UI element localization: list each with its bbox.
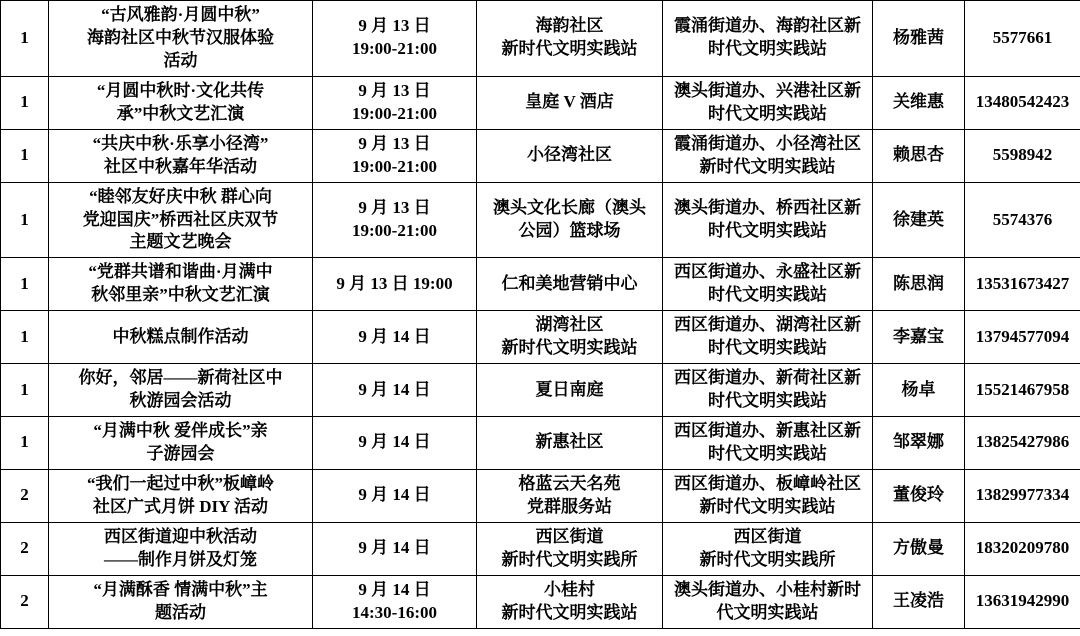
cell-activity-name-line: 社区广式月饼 DIY 活动	[92, 496, 269, 516]
cell-activity-name	[49, 129, 313, 182]
cell-organizer	[663, 258, 873, 311]
cell-activity-place-line: 仁和美地营销中心	[501, 273, 638, 293]
table-row	[1, 76, 1080, 129]
cell-organizer-line: 新时代文明实践站	[699, 496, 836, 516]
cell-contact-phone-line: 13480542423	[975, 92, 1070, 112]
cell-contact-person	[873, 182, 965, 258]
cell-index-line: 1	[20, 27, 29, 47]
cell-activity-place	[477, 417, 663, 470]
cell-index	[1, 76, 49, 129]
cell-activity-date-line: 19:00-21:00	[352, 103, 437, 123]
cell-activity-place	[477, 258, 663, 311]
cell-activity-date-line: 9 月 13 日	[358, 80, 431, 100]
cell-activity-name-line: “共庆中秋·乐享小径湾”	[92, 133, 269, 153]
cell-organizer-line: 西区街道办、永盛社区新	[674, 262, 861, 282]
cell-index-line: 1	[20, 209, 29, 229]
cell-activity-name-line: “月满中秋 爱伴成长”亲	[93, 421, 268, 440]
cell-activity-date	[313, 469, 477, 522]
cell-activity-date-line: 19:00-21:00	[352, 220, 437, 240]
cell-activity-place-line: 新时代文明实践站	[501, 602, 638, 622]
cell-activity-name-line: 承”中秋文艺汇演	[116, 103, 245, 123]
table-row	[1, 522, 1080, 575]
cell-index-line: 2	[20, 485, 29, 505]
cell-activity-place-line: 党群服务站	[527, 496, 612, 516]
cell-activity-place-line: 新时代文明实践站	[501, 39, 638, 59]
cell-activity-date-line: 9 月 14 日	[358, 538, 431, 558]
cell-contact-person-line: 陈思润	[893, 273, 944, 293]
cell-activity-name-line: 秋游园会活动	[129, 391, 232, 411]
cell-activity-name-line: 秋邻里亲”中秋文艺汇演	[91, 285, 270, 305]
cell-index-line: 1	[20, 145, 29, 165]
cell-activity-place-line: 海韵社区	[535, 16, 604, 36]
cell-activity-name-line: ——制作月饼及灯笼	[104, 549, 257, 569]
cell-contact-phone-line: 5574376	[992, 209, 1053, 229]
cell-activity-date	[313, 364, 477, 417]
cell-contact-phone	[965, 258, 1080, 311]
cell-index	[1, 417, 49, 470]
cell-activity-name-line: 子游园会	[146, 443, 215, 463]
cell-activity-date-line: 9 月 14 日	[358, 579, 431, 599]
cell-organizer-line: 澳头街道办、兴港社区新	[674, 80, 861, 100]
cell-activity-name	[49, 258, 313, 311]
cell-index	[1, 469, 49, 522]
cell-contact-phone	[965, 76, 1080, 129]
cell-activity-name-line: “党群共谱和谐曲·月满中	[88, 262, 273, 282]
cell-organizer-line: 时代文明实践站	[708, 285, 827, 305]
cell-organizer-line: 霞涌街道办、海韵社区新	[674, 16, 861, 36]
cell-activity-place	[477, 76, 663, 129]
cell-activity-place-line: 小桂村	[544, 579, 595, 599]
cell-activity-date	[313, 1, 477, 77]
cell-organizer-line: 时代文明实践站	[708, 103, 827, 123]
cell-activity-name-line: “月圆中秋时·文化共传	[96, 80, 265, 100]
cell-activity-place-line: 格蓝云天名苑	[518, 473, 621, 493]
cell-contact-person	[873, 575, 965, 628]
cell-activity-name-line: “睦邻友好庆中秋 群心向	[89, 186, 272, 206]
cell-contact-phone-line: 15521467958	[975, 379, 1070, 399]
cell-activity-date-line: 9 月 14 日	[358, 485, 431, 505]
cell-activity-name-line: 题活动	[155, 602, 206, 622]
cell-index	[1, 129, 49, 182]
cell-activity-date-line: 19:00-21:00	[352, 156, 437, 176]
cell-organizer-line: 时代文明实践站	[708, 39, 827, 59]
cell-contact-person-line: 王凌浩	[893, 591, 944, 611]
cell-activity-place	[477, 129, 663, 182]
cell-organizer	[663, 76, 873, 129]
cell-activity-date	[313, 417, 477, 470]
table-row	[1, 1, 1080, 77]
cell-activity-date	[313, 129, 477, 182]
cell-activity-name	[49, 364, 313, 417]
table-row	[1, 364, 1080, 417]
cell-activity-name-line: 党迎国庆”桥西社区庆双节	[82, 209, 279, 229]
cell-organizer-line: 西区街道	[733, 526, 802, 546]
cell-activity-name	[49, 182, 313, 258]
cell-activity-place	[477, 311, 663, 364]
cell-contact-person	[873, 311, 965, 364]
table-row	[1, 311, 1080, 364]
cell-organizer	[663, 522, 873, 575]
cell-activity-place	[477, 364, 663, 417]
cell-organizer	[663, 182, 873, 258]
cell-organizer-line: 西区街道办、板嶂岭社区	[674, 473, 861, 493]
cell-activity-place-line: 新时代文明实践站	[501, 338, 638, 358]
cell-organizer-line: 新时代文明实践站	[699, 156, 836, 176]
cell-activity-name-line: 主题文艺晚会	[129, 232, 232, 252]
cell-activity-name-line: 活动	[163, 50, 198, 70]
cell-organizer-line: 时代文明实践站	[708, 338, 827, 358]
cell-activity-name	[49, 1, 313, 77]
cell-contact-phone	[965, 364, 1080, 417]
cell-organizer-line: 西区街道办、新惠社区新	[674, 421, 861, 440]
cell-contact-phone-line: 18320209780	[975, 538, 1070, 558]
cell-index-line: 1	[20, 379, 29, 399]
table-row	[1, 469, 1080, 522]
cell-activity-date-line: 9 月 13 日	[358, 198, 431, 218]
cell-contact-person	[873, 417, 965, 470]
cell-organizer	[663, 417, 873, 470]
cell-organizer-line: 时代文明实践站	[708, 443, 827, 463]
cell-activity-date-line: 9 月 13 日	[358, 16, 431, 36]
cell-activity-date	[313, 522, 477, 575]
cell-activity-date	[313, 311, 477, 364]
cell-activity-place-line: 西区街道	[535, 526, 604, 546]
cell-contact-phone	[965, 129, 1080, 182]
cell-organizer-line: 澳头街道办、桥西社区新	[674, 198, 861, 218]
cell-index-line: 2	[20, 591, 29, 611]
cell-index-line: 1	[20, 273, 29, 293]
cell-organizer	[663, 311, 873, 364]
cell-activity-date	[313, 575, 477, 628]
table-row	[1, 417, 1080, 470]
cell-contact-person	[873, 129, 965, 182]
cell-contact-person	[873, 76, 965, 129]
cell-activity-date	[313, 258, 477, 311]
cell-organizer	[663, 469, 873, 522]
cell-organizer-line: 西区街道办、湖湾社区新	[674, 315, 861, 335]
cell-contact-person-line: 李嘉宝	[893, 326, 944, 346]
table-row	[1, 258, 1080, 311]
cell-activity-place-line: 新时代文明实践所	[501, 549, 638, 569]
cell-activity-date	[313, 182, 477, 258]
cell-activity-name-line: 你好，邻居——新荷社区中	[78, 368, 283, 388]
cell-index-line: 1	[20, 432, 29, 452]
cell-contact-person-line: 杨卓	[901, 379, 936, 399]
cell-contact-person	[873, 258, 965, 311]
cell-contact-person-line: 关维惠	[893, 92, 944, 112]
cell-organizer-line: 霞涌街道办、小径湾社区	[674, 133, 861, 153]
cell-activity-date-line: 9 月 13 日	[358, 133, 431, 153]
cell-organizer	[663, 129, 873, 182]
cell-activity-name	[49, 76, 313, 129]
cell-activity-date-line: 9 月 13 日 19:00	[336, 273, 453, 293]
cell-contact-person-line: 徐建英	[893, 209, 944, 229]
cell-contact-phone-line: 13829977334	[975, 485, 1070, 505]
cell-activity-place	[477, 1, 663, 77]
cell-activity-place	[477, 575, 663, 628]
cell-organizer-line: 时代文明实践站	[708, 391, 827, 411]
cell-index	[1, 311, 49, 364]
cell-activity-date-line: 14:30-16:00	[352, 602, 437, 622]
cell-activity-name	[49, 469, 313, 522]
cell-organizer	[663, 1, 873, 77]
cell-activity-place-line: 小径湾社区	[527, 145, 612, 165]
cell-activity-date-line: 9 月 14 日	[358, 432, 431, 452]
cell-index	[1, 182, 49, 258]
cell-activity-name-line: 西区街道迎中秋活动	[104, 526, 257, 546]
cell-contact-phone	[965, 522, 1080, 575]
cell-contact-phone	[965, 311, 1080, 364]
cell-contact-person	[873, 1, 965, 77]
cell-activity-name-line: “月满酥香 情满中秋”主	[93, 579, 268, 599]
cell-activity-name	[49, 417, 313, 470]
cell-organizer-line: 西区街道办、新荷社区新	[674, 368, 861, 388]
cell-index	[1, 575, 49, 628]
cell-contact-person	[873, 469, 965, 522]
cell-contact-phone	[965, 1, 1080, 77]
table-row	[1, 575, 1080, 628]
cell-activity-place-line: 澳头文化长廊（澳头	[493, 198, 646, 218]
cell-activity-place-line: 夏日南庭	[535, 379, 604, 399]
cell-contact-phone	[965, 417, 1080, 470]
cell-contact-person-line: 邹翠娜	[893, 432, 944, 452]
cell-activity-name-line: 社区中秋嘉年华活动	[104, 156, 257, 176]
cell-index-line: 1	[20, 92, 29, 112]
cell-activity-date	[313, 76, 477, 129]
cell-contact-phone	[965, 575, 1080, 628]
cell-activity-place	[477, 182, 663, 258]
cell-activity-name-line: 中秋糕点制作活动	[112, 326, 249, 346]
cell-activity-name-line: 海韵社区中秋节汉服体验	[87, 27, 274, 47]
cell-contact-phone-line: 13794577094	[975, 326, 1070, 346]
cell-organizer-line: 澳头街道办、小桂村新时	[674, 579, 861, 599]
cell-organizer	[663, 575, 873, 628]
cell-activity-name-line: “古风雅韵·月圆中秋”	[101, 5, 260, 24]
cell-organizer-line: 代文明实践站	[716, 602, 819, 622]
cell-activity-name	[49, 522, 313, 575]
cell-activity-date-line: 19:00-21:00	[352, 39, 437, 59]
cell-organizer-line: 时代文明实践站	[708, 220, 827, 240]
cell-index	[1, 258, 49, 311]
cell-contact-person	[873, 522, 965, 575]
table-body	[1, 1, 1080, 629]
cell-activity-name	[49, 311, 313, 364]
cell-contact-person-line: 方傲曼	[893, 538, 944, 558]
cell-activity-place	[477, 469, 663, 522]
table-row	[1, 182, 1080, 258]
cell-contact-phone-line: 13825427986	[975, 432, 1070, 452]
cell-contact-person	[873, 364, 965, 417]
cell-index-line: 1	[20, 326, 29, 346]
cell-contact-person-line: 杨雅茜	[893, 27, 944, 47]
cell-activity-place	[477, 522, 663, 575]
cell-contact-person-line: 赖思杏	[893, 145, 944, 165]
cell-index	[1, 522, 49, 575]
cell-contact-phone-line: 5598942	[992, 145, 1053, 165]
cell-index-line: 2	[20, 538, 29, 558]
cell-activity-place-line: 湖湾社区	[535, 315, 604, 335]
cell-index	[1, 1, 49, 77]
cell-contact-phone-line: 13531673427	[975, 273, 1070, 293]
cell-organizer-line: 新时代文明实践所	[699, 549, 836, 569]
cell-organizer	[663, 364, 873, 417]
cell-contact-person-line: 董俊玲	[893, 485, 944, 505]
cell-contact-phone-line: 13631942990	[975, 591, 1070, 611]
cell-activity-place-line: 公园）篮球场	[518, 220, 621, 240]
cell-activity-name	[49, 575, 313, 628]
cell-activity-date-line: 9 月 14 日	[358, 379, 431, 399]
cell-activity-place-line: 皇庭 V 酒店	[525, 92, 614, 112]
cell-index	[1, 364, 49, 417]
cell-contact-phone	[965, 182, 1080, 258]
cell-activity-name-line: “我们一起过中秋”板嶂岭	[87, 473, 274, 493]
cell-contact-phone-line: 5577661	[992, 27, 1053, 47]
cell-activity-place-line: 新惠社区	[535, 432, 604, 452]
cell-activity-date-line: 9 月 14 日	[358, 326, 431, 346]
cell-contact-phone	[965, 469, 1080, 522]
table-row	[1, 129, 1080, 182]
